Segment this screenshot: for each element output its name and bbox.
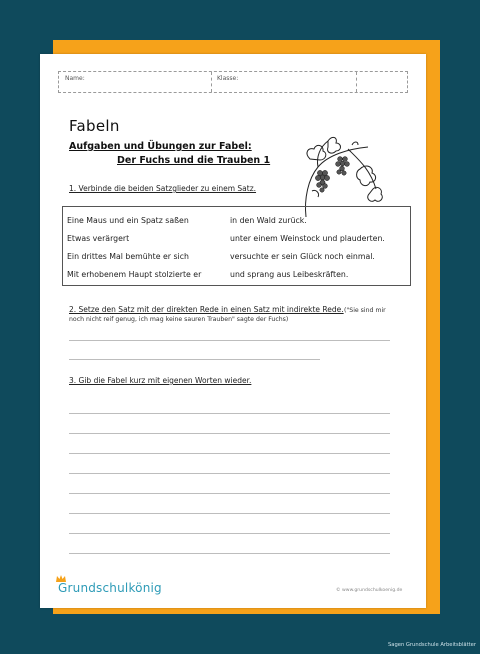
right-clause: in den Wald zurück.: [230, 216, 307, 225]
left-clause: Ein drittes Mal bemühte er sich: [67, 252, 189, 261]
name-label: Name:: [65, 75, 85, 82]
task-1-instruction: 1. Verbinde die beiden Satzglieder zu einem Satz.: [69, 184, 257, 193]
task-3-instruction: 3. Gib die Fabel kurz mit eigenen Worten wieder.: [69, 376, 252, 385]
answer-line: [69, 359, 320, 360]
answer-line: [69, 473, 390, 474]
right-clause: unter einem Weinstock und plauderten.: [230, 234, 385, 243]
copyright-text: © www.grundschulkoenig.de: [336, 588, 403, 593]
left-clause: Eine Maus und ein Spatz saßen: [67, 216, 189, 225]
left-clause: Etwas verärgert: [67, 234, 130, 243]
worksheet-subtitle-1: Aufgaben und Übungen zur Fabel:: [69, 141, 252, 152]
answer-line: [69, 533, 390, 534]
task-2-instruction: 2. Setze den Satz mit der direkten Rede in einen Satz mit indirekte Rede.: [69, 305, 344, 314]
image-caption: Sagen Grundschule Arbeitsblätter: [388, 642, 476, 648]
namebar-divider: [356, 72, 357, 92]
answer-line: [69, 553, 390, 554]
answer-line: [69, 413, 390, 414]
worksheet-page: [40, 54, 426, 608]
answer-line: [69, 433, 390, 434]
right-clause: und sprang aus Leibeskräften.: [230, 270, 349, 279]
task-2-quote-line-1: ("Sie sind mir: [344, 307, 386, 314]
class-label: Klasse:: [217, 75, 239, 82]
answer-line: [69, 340, 390, 341]
name-class-bar: [58, 71, 408, 93]
answer-line: [69, 493, 390, 494]
task-2-quote-line-2: noch nicht reif genug, ich mag keine sauren Trauben" sagte der Fuchs): [69, 316, 289, 323]
worksheet-subtitle-2: Der Fuchs und die Trauben 1: [117, 155, 271, 166]
left-clause: Mit erhobenem Haupt stolzierte er: [67, 270, 202, 279]
answer-line: [69, 513, 390, 514]
worksheet-title: Fabeln: [69, 117, 120, 135]
answer-line: [69, 453, 390, 454]
matching-box: [62, 206, 411, 286]
grundschulkoenig-logo: Grundschulkönig: [58, 581, 162, 595]
right-clause: versuchte er sein Glück noch einmal.: [230, 252, 375, 261]
